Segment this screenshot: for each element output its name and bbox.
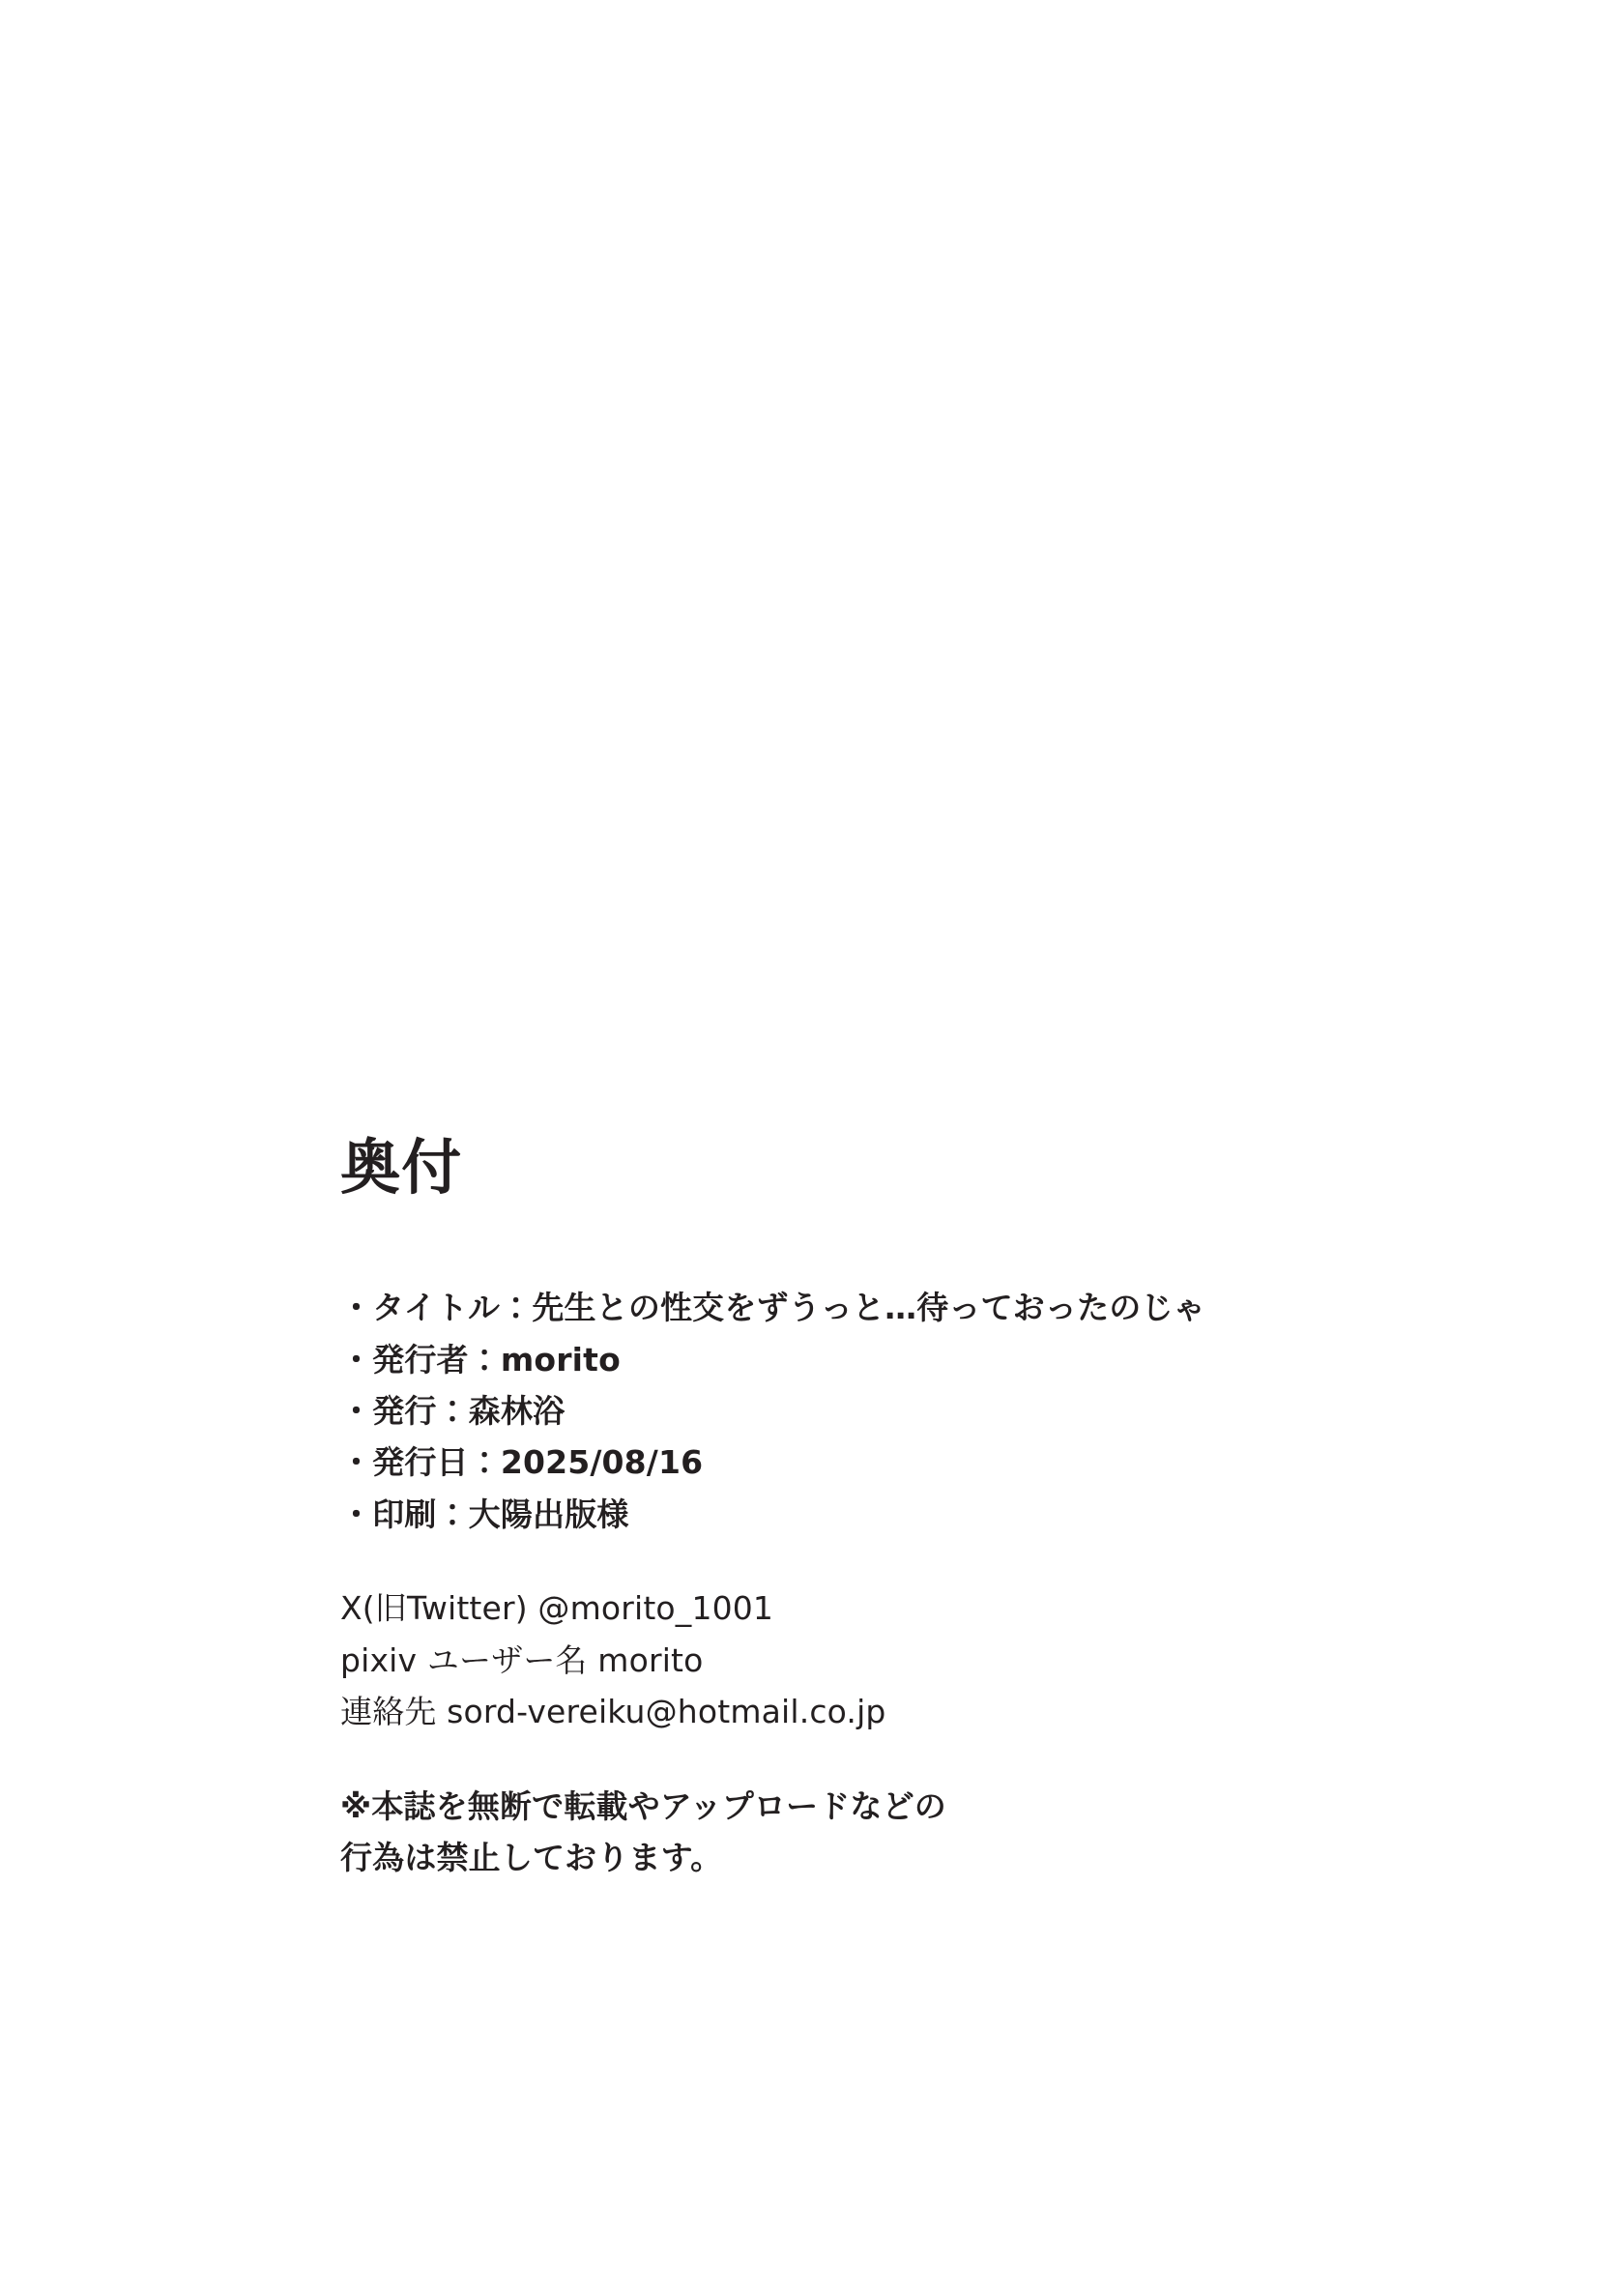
notice-line-1: ※本誌を無断で転載やアップロードなどの	[340, 1786, 946, 1825]
contact-email: 連絡先 sord-vereiku@hotmail.co.jp	[340, 1693, 886, 1731]
contact-twitter: X(旧Twitter) @morito_1001	[340, 1589, 774, 1628]
page-title: 奥付	[340, 1132, 463, 1203]
credit-title: ・タイトル：先生との性交をずうっと…待っておったのじゃ	[340, 1289, 1205, 1327]
notice-line-2: 行為は禁止しております。	[340, 1839, 723, 1877]
contact-pixiv: pixiv ユーザー名 morito	[340, 1640, 704, 1679]
credit-author: ・発行者：morito	[340, 1340, 621, 1379]
spacer	[340, 1540, 1404, 1582]
contact-info	[340, 1582, 1404, 1737]
credit-circle: ・発行：森林浴	[340, 1392, 566, 1430]
publication-credits	[340, 1282, 1404, 1540]
credit-date: ・発行日：2025/08/16	[340, 1443, 704, 1482]
spacer	[340, 1738, 1404, 1781]
credit-printer: ・印刷：大陽出版様	[340, 1495, 629, 1533]
usage-notice	[340, 1781, 1404, 1884]
colophon-content	[340, 1132, 1404, 1884]
